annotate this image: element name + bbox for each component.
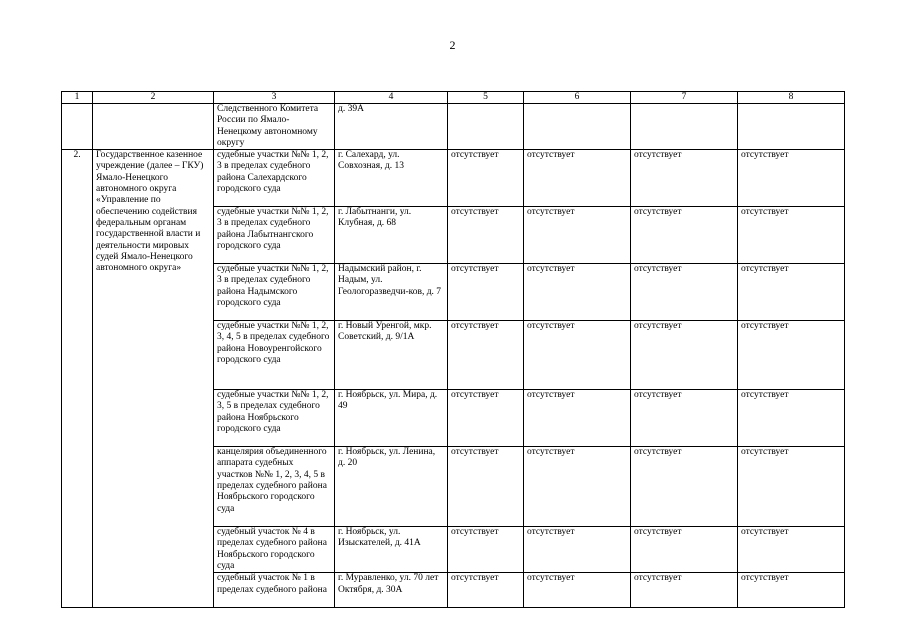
page-number: 2 [449,38,456,52]
absent-cell: отсутствует [738,447,845,527]
absent-cell: отсутствует [524,207,631,264]
address-cell: Надымский район, г. Надым, ул. Геологоразведчи-ков, д. 7 [335,264,448,321]
absent-cell: отсутствует [448,390,524,447]
unit-cell: судебные участки №№ 1, 2, 3 в пределах судебного района Надымского городского суда [214,264,335,321]
court-premises-table [61,91,845,608]
absent-cell: отсутствует [448,321,524,390]
header-cell: 1 [62,92,93,104]
address-cell: г. Ноябрьск, ул. Ленина, д. 20 [335,447,448,527]
address-cell: д. 39А [335,104,448,150]
absent-cell: отсутствует [631,527,738,573]
absent-cell: отсутствует [448,573,524,608]
cell-empty [738,104,845,150]
unit-cell: судебные участки №№ 1, 2, 3, 5 в пределах судебного района Ноябрьского городского суда [214,390,335,447]
row-number: 2. [62,150,93,608]
absent-cell: отсутствует [738,573,845,608]
unit-cell: судебные участки №№ 1, 2, 3 в пределах судебного района Салехардского городского суда [214,150,335,207]
unit-cell: канцелярия объединенного аппарата судебных участков №№ 1, 2, 3, 4, 5 в пределах судебного района Ноябрьского городского суда [214,447,335,527]
absent-cell: отсутствует [448,150,524,207]
address-cell: г. Лабытнанги, ул. Клубная, д. 68 [335,207,448,264]
address-cell: г. Ноябрьск, ул. Изыскателей, д. 41А [335,527,448,573]
unit-cell: судебный участок № 1 в пределах судебного района [214,573,335,608]
cell-empty [631,104,738,150]
address-cell: г. Салехард, ул. Совхозная, д. 13 [335,150,448,207]
table-row [62,104,845,150]
cell-empty [93,104,214,150]
absent-cell: отсутствует [448,527,524,573]
absent-cell: отсутствует [448,207,524,264]
absent-cell: отсутствует [524,321,631,390]
absent-cell: отсутствует [738,264,845,321]
absent-cell: отсутствует [631,264,738,321]
cell-empty [448,104,524,150]
header-cell: 2 [93,92,214,104]
header-cell: 7 [631,92,738,104]
absent-cell: отсутствует [631,207,738,264]
absent-cell: отсутствует [631,573,738,608]
absent-cell: отсутствует [631,390,738,447]
organization-name: Государственное казенное учреждение (далее – ГКУ) Ямало-Ненецкого автономного округа «Управление по обеспечению содействия федеральным органам государственной власти и деятельности мировых судей Ямало-Ненецкого автономного округа» [93,150,214,608]
header-cell: 8 [738,92,845,104]
unit-cell: Следственного Комитета России по Ямало-Ненецкому автономному округу [214,104,335,150]
absent-cell: отсутствует [524,573,631,608]
header-cell: 5 [448,92,524,104]
column-number-row [62,92,845,104]
absent-cell: отсутствует [524,150,631,207]
unit-cell: судебные участки №№ 1, 2, 3, 4, 5 в пределах судебного района Новоуренгойского городского суда [214,321,335,390]
header-cell: 3 [214,92,335,104]
cell-empty [524,104,631,150]
absent-cell: отсутствует [738,527,845,573]
cell-empty [62,104,93,150]
absent-cell: отсутствует [738,207,845,264]
absent-cell: отсутствует [524,390,631,447]
absent-cell: отсутствует [448,447,524,527]
absent-cell: отсутствует [738,321,845,390]
absent-cell: отсутствует [738,150,845,207]
absent-cell: отсутствует [524,527,631,573]
unit-cell: судебный участок № 4 в пределах судебного района Ноябрьского городского суда [214,527,335,573]
header-cell: 4 [335,92,448,104]
absent-cell: отсутствует [631,321,738,390]
absent-cell: отсутствует [524,264,631,321]
address-cell: г. Муравленко, ул. 70 лет Октября, д. 30А [335,573,448,608]
header-cell: 6 [524,92,631,104]
unit-cell: судебные участки №№ 1, 2, 3 в пределах судебного района Лабытнангского городского суда [214,207,335,264]
absent-cell: отсутствует [448,264,524,321]
absent-cell: отсутствует [738,390,845,447]
address-cell: г. Новый Уренгой, мкр. Советский, д. 9/1А [335,321,448,390]
table-row [62,150,845,207]
absent-cell: отсутствует [524,447,631,527]
address-cell: г. Ноябрьск, ул. Мира, д. 49 [335,390,448,447]
absent-cell: отсутствует [631,447,738,527]
absent-cell: отсутствует [631,150,738,207]
